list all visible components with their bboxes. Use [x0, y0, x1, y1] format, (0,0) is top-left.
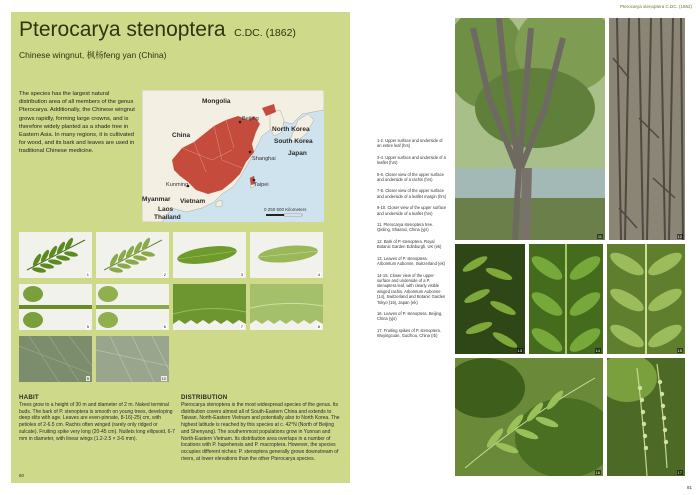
map-label-beijing: Beijing: [242, 116, 259, 122]
map-scale-label: 0 250 500 Kilometers: [264, 207, 307, 212]
caption: 7-8. Closer view of the upper surface and underside of a leaflet margin (hrs): [377, 188, 447, 199]
map-label-japan: Japan: [288, 150, 307, 157]
species-title: Pterocarya stenoptera: [19, 18, 226, 41]
caption: 17. Fruiting spikes of P. stenoptera. Wuyingcuan, Guizhou, China (rb): [377, 327, 441, 339]
map-label-south-korea: South Korea: [274, 138, 313, 145]
distribution-heading: DISTRIBUTION: [181, 394, 228, 401]
thumb-number: 7: [240, 324, 243, 329]
photo-number: 13: [517, 348, 522, 353]
map-label-thailand: Thailand: [154, 214, 181, 221]
thumb-number: 2: [163, 272, 166, 277]
map-label-laos: Laos: [158, 206, 174, 213]
map-label-taipei: Taipei: [254, 182, 269, 188]
thumb-margin-upper: [173, 284, 246, 330]
photo-leaves-beijing: [455, 358, 603, 476]
map-label-shanghai: Shanghai: [252, 156, 276, 162]
caption: 3-4. Upper surface and underside of a leaflet (hrs): [377, 154, 446, 166]
photo-number: 11: [597, 234, 602, 239]
photo-bark: [609, 18, 685, 240]
thumb-rachis-upper-image: [19, 284, 92, 330]
thumb-number: 9: [86, 376, 89, 381]
thumb-leaflet-underside: [250, 232, 323, 278]
photo-leaf-underside-rachis-image: [607, 244, 685, 354]
thumb-rachis-upper: [19, 284, 92, 330]
map-label-mongolia: Mongolia: [202, 98, 231, 105]
photo-number: 12: [677, 234, 682, 239]
thumb-rachis-underside: [96, 284, 169, 330]
thumb-number: 5: [86, 324, 89, 329]
page-number-left: 80: [19, 473, 25, 478]
photo-leaves-aubonne-image: [455, 244, 525, 354]
thumb-leaflet-underside-image: [250, 232, 323, 278]
caption: 14-15. Closer view of the upper surface and underside of a P. stenoptera leaf, with clearly visible winged rachis. Arboretum Aubonne (14), Switzerland and Botanic Garden Tokyo (15), Japan (ek): [377, 272, 446, 305]
photo-fruiting-spikes: [607, 358, 685, 476]
thumb-margin-underside: [250, 284, 323, 330]
caption: 5-6. Closer view of the upper surface and underside of a rachis (hrs): [377, 171, 444, 183]
caption: 11. Pterocarya stenoptera tree. Qinling, Shaanxi, China (yjs): [377, 222, 434, 233]
page-number-right: 81: [686, 485, 692, 490]
thumb-leaf-underside-image: [96, 232, 169, 278]
habit-text: Trees grow to a height of 30 m and diameter of 2 m. Naked terminal buds. The bark of P. stenoptera is smooth on young trees, developing deep slits with age. Leaves are even-pinnate, 8-16(-25) cm, with petioles of 2-6.5 cm. Rachis often winged (rarely only ridged or sulcate). Fruiting spike very long (20-45 cm). Nutlets long ellipsoid, 6-7 mm in diameter, with linear wings (1.2-2.5 × 3-6 mm).: [19, 402, 175, 442]
habit-section: [19, 394, 175, 442]
thumb-leaf-upper-image: [19, 232, 92, 278]
photo-leaves-aubonne: [455, 244, 525, 354]
distribution-map: [142, 90, 324, 222]
photo-number: 16: [595, 470, 600, 475]
common-name: Chinese wingnut, 枫杨feng yan (China): [19, 50, 167, 60]
thumb-margin-underside-image: [250, 284, 323, 330]
thumb-leaflet-upper-image: [173, 232, 246, 278]
title-row: [19, 18, 296, 42]
photo-number: 17: [677, 470, 682, 475]
thumb-leaf-underside: [96, 232, 169, 278]
photo-leaves-beijing-image: [455, 358, 603, 476]
thumb-leaflet-upper: [173, 232, 246, 278]
photo-captions: [377, 138, 447, 345]
thumb-leaflet-closeup-upper: [19, 336, 92, 382]
running-head: Pterocarya stenoptera C.DC. (1862): [619, 4, 692, 9]
thumb-leaflet-closeup-underside-image: [96, 336, 169, 382]
caption: 16. Leaves of P. stenoptera. Beijing, China (yjs): [377, 310, 443, 322]
thumb-leaflet-closeup-upper-image: [19, 336, 92, 382]
species-author: C.DC. (1862): [234, 27, 296, 39]
thumb-number: 6: [163, 324, 166, 329]
thumb-leaf-upper: [19, 232, 92, 278]
photo-leaf-upper-rachis-image: [529, 244, 603, 354]
photo-leaf-upper-rachis: [529, 244, 603, 354]
map-label-north-korea: North Korea: [272, 126, 310, 133]
left-page: [11, 12, 350, 483]
thumb-number: 3: [240, 272, 243, 277]
photo-tree: [455, 18, 605, 240]
photo-tree-image: [455, 18, 605, 240]
photo-bark-image: [609, 18, 685, 240]
thumb-number: 4: [317, 272, 320, 277]
map-label-myanmar: Myanmar: [142, 196, 171, 203]
thumb-number: 10: [161, 376, 166, 381]
caption: 13. Leaves of P. stenoptera. Arboretum Aubonne, Switzerland (ek): [377, 255, 446, 267]
caption: 12. Bark of P. stenoptera. Royal Botanic Garden Edinburgh, UK (ek): [377, 238, 442, 250]
thumb-leaflet-closeup-underside: [96, 336, 169, 382]
thumb-margin-upper-image: [173, 284, 246, 330]
map-label-vietnam: Vietnam: [180, 198, 206, 205]
photo-number: 14: [595, 348, 600, 353]
intro-paragraph: The species has the largest natural distribution area of all members of the genus Pterocarya. Additionally, the Chinese wingnut grows rapidly, forming large crowns, and is therefore widely planted as a shade tree in Eastern Asia. In many regions, it is cultivated for wood, and its bark and leaves are used in traditional Chinese medicine.: [19, 91, 135, 155]
map-label-china: China: [172, 132, 191, 139]
map-label-kunming: Kunming: [166, 182, 189, 188]
photo-fruiting-spikes-image: [607, 358, 685, 476]
caption: 9-10. Closer view of the upper surface and underside of a leaflet (hrs): [377, 205, 447, 216]
thumb-rachis-underside-image: [96, 284, 169, 330]
photo-number: 15: [677, 348, 682, 353]
caption: 1-2. Upper surface and underside of an entire leaf (hrs): [377, 138, 443, 149]
photo-leaf-underside-rachis: [607, 244, 685, 354]
distribution-text: Pterocarya stenoptera is the most widespread species of the genus. Its distribution covers almost all of South-Eastern China and extends to Taiwan, North-Eastern Vietnam and potentially also to North Korea. The highest latitude is reached by this species at c. 42°N (North of Beijing and Shenyang). The southernmost populations grow in Yunnan and North-Eastern Vietnam. Its distribution area overlaps in a number of locations with P. hupehensis and P. macroptera. However, the species occupies different niches: P. stenoptera generally grows downstream of rivers, at lower elevations than the other Pterocarya species.: [181, 402, 340, 462]
habit-heading: HABIT: [19, 394, 39, 401]
thumb-number: 8: [317, 324, 320, 329]
thumb-number: 1: [86, 272, 89, 277]
distribution-section: [181, 394, 341, 462]
